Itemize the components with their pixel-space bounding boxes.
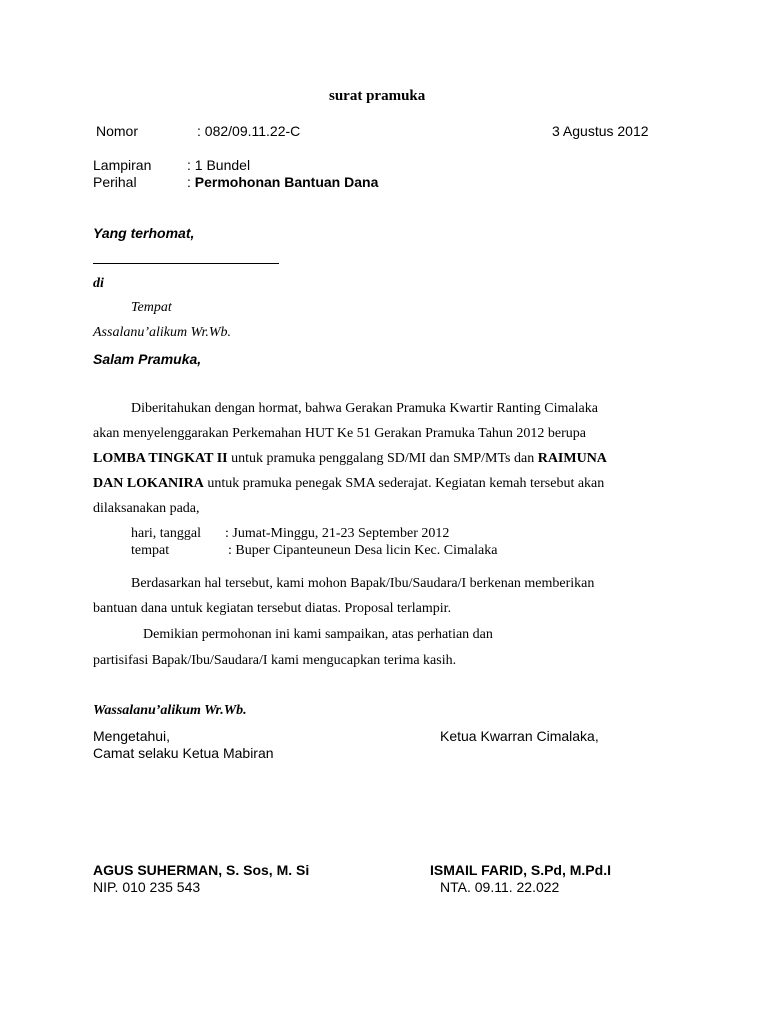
lampiran-value: : 1 Bundel [187, 157, 251, 173]
body-p3-line1: Demikian permohonan ini kami sampaikan, atas perhatian dan [143, 627, 493, 642]
body-p2-line2: bantuan dana untuk kegiatan tersebut diatas. Proposal terlampir. [93, 601, 452, 616]
recipient-blank-line [93, 263, 279, 264]
body-p2-line1: Berdasarkan hal tersebut, kami mohon Bapak/Ibu/Saudara/I berkenan memberikan [131, 576, 595, 591]
body-p1-line1: Diberitahukan dengan hormat, bahwa Gerakan Pramuka Kwartir Ranting Cimalaka [131, 401, 598, 416]
tempat-label: Tempat [131, 300, 172, 315]
salutation: Yang terhomat, [93, 225, 195, 241]
tempat-detail-value: : Buper Cipanteuneun Desa licin Kec. Cimalaka [228, 543, 498, 558]
body-p3-line2: partisifasi Bapak/Ibu/Saudara/I kami mengucapkan terima kasih. [93, 653, 457, 668]
assalamu-greeting: Assalanu’alikum Wr.Wb. [93, 325, 232, 340]
mengetahui-label: Mengetahui, [93, 728, 171, 744]
body-p1-line4-text: untuk pramuka penegak SMA sederajat. Kegiatan kemah tersebut akan [203, 476, 605, 491]
wassalam-closing: Wassalanu’alikum Wr.Wb. [93, 703, 247, 718]
left-signatory-id: NIP. 010 235 543 [93, 879, 201, 895]
nomor-value: : 082/09.11.22-C [197, 123, 301, 139]
perihal-colon: : [187, 174, 195, 190]
lampiran-label: Lampiran [93, 157, 152, 173]
lomba-bold: LOMBA TINGKAT II [93, 451, 228, 466]
perihal-label: Perihal [93, 174, 137, 190]
body-p1-line3 [93, 451, 671, 467]
letter-date: 3 Agustus 2012 [552, 123, 649, 139]
tempat-detail-label: tempat [131, 543, 170, 558]
nomor-label: Nomor [96, 123, 139, 139]
di-label: di [93, 276, 104, 291]
body-p1-line4 [93, 476, 604, 492]
body-p1-line2: akan menyelenggarakan Perkemahan HUT Ke 51 Gerakan Pramuka Tahun 2012 berupa [93, 426, 586, 441]
right-signatory-name: ISMAIL FARID, S.Pd, M.Pd.I [430, 862, 611, 878]
raimuna-bold: RAIMUNA [537, 451, 607, 466]
body-p1-line5: dilaksanakan pada, [93, 501, 200, 516]
salam-pramuka: Salam Pramuka, [93, 351, 202, 367]
camat-title: Camat selaku Ketua Mabiran [93, 745, 274, 761]
page-title: surat pramuka [329, 88, 426, 104]
perihal-line [187, 174, 378, 190]
hari-label: hari, tanggal [131, 526, 201, 541]
ketua-title: Ketua Kwarran Cimalaka, [440, 728, 599, 744]
lokanira-bold: DAN LOKANIRA [93, 476, 204, 491]
body-p1-line3-text: untuk pramuka penggalang SD/MI dan SMP/MTs dan [227, 451, 538, 466]
perihal-value: Permohonan Bantuan Dana [194, 174, 379, 190]
left-signatory-name: AGUS SUHERMAN, S. Sos, M. Si [93, 862, 310, 878]
hari-value: : Jumat-Minggu, 21-23 September 2012 [225, 526, 450, 541]
right-signatory-id: NTA. 09.11. 22.022 [440, 879, 560, 895]
